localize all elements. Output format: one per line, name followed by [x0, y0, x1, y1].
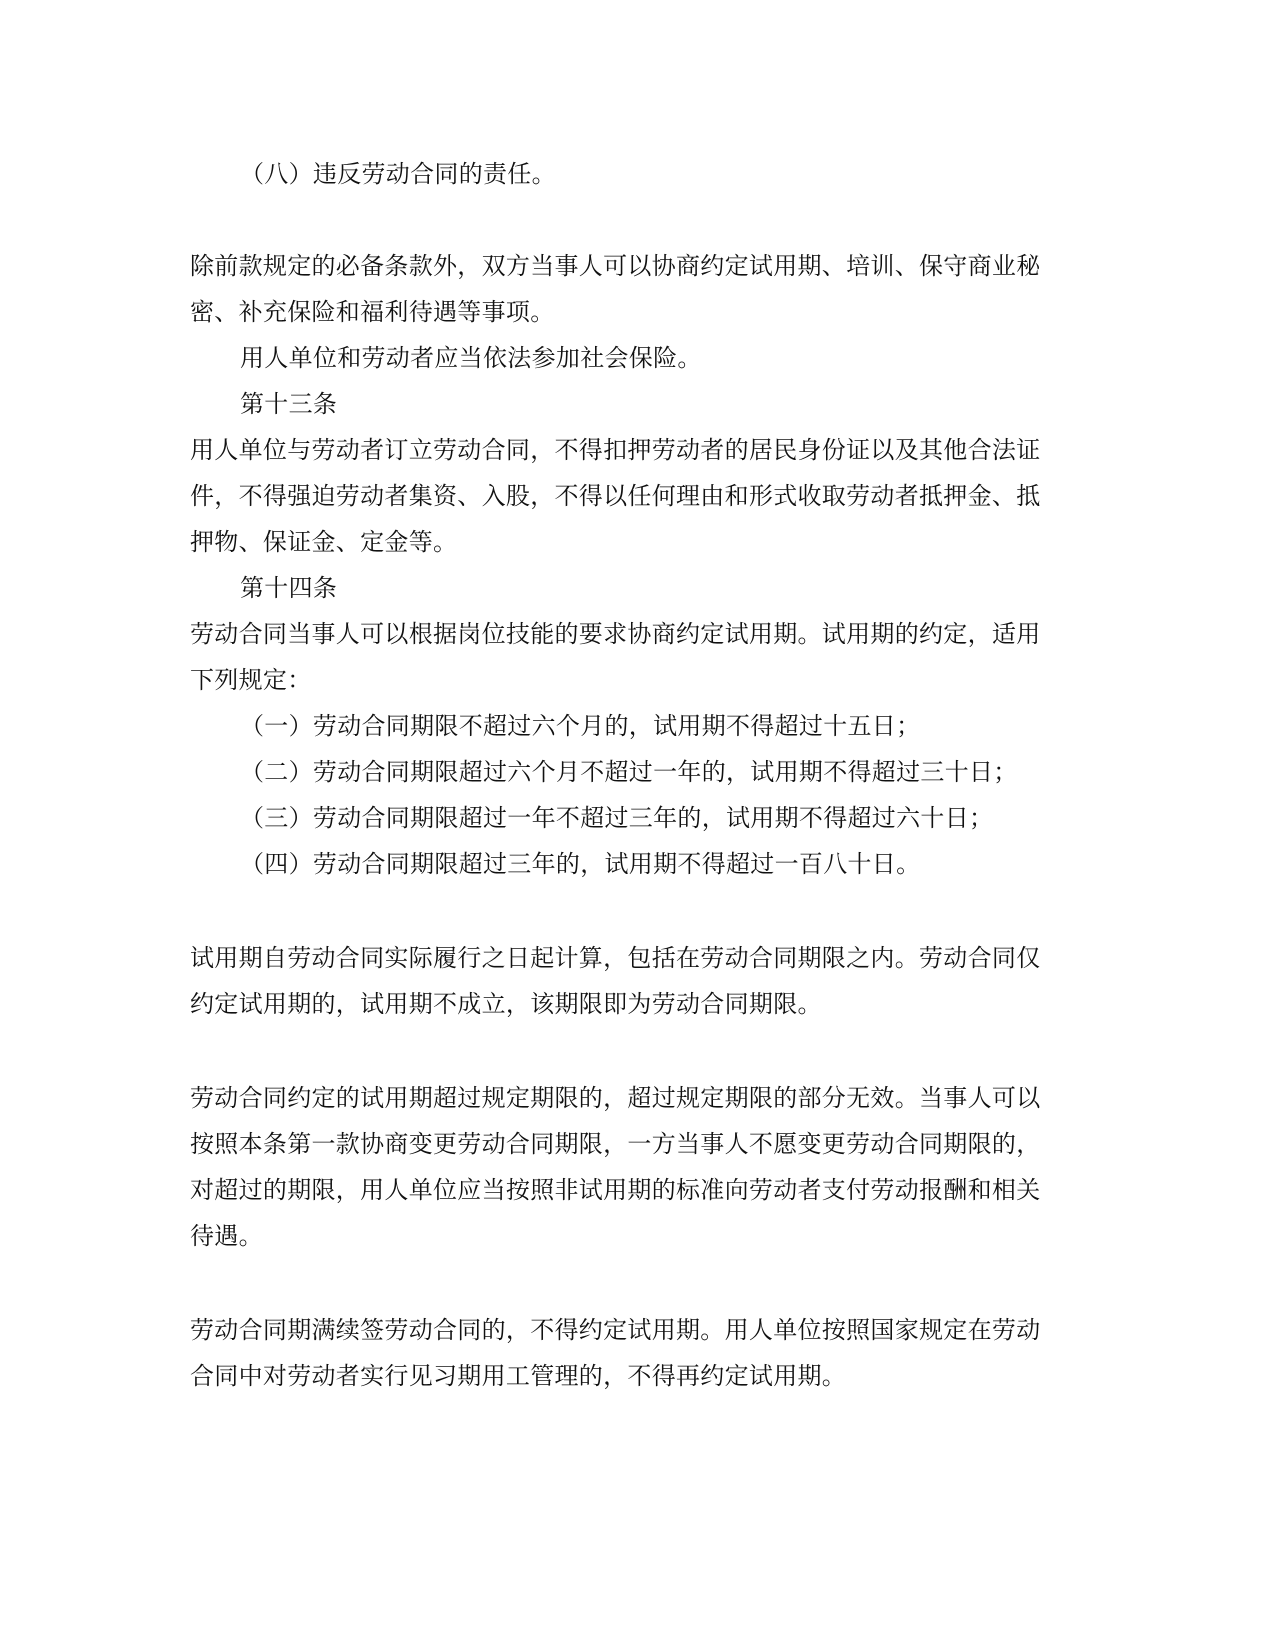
list-item: （二）劳动合同期限超过六个月不超过一年的，试用期不得超过三十日；: [240, 758, 1018, 786]
text-line: 试用期自劳动合同实际履行之日起计算，包括在劳动合同期限之内。劳动合同仅: [190, 944, 1041, 972]
text-line: （八）违反劳动合同的责任。: [240, 160, 556, 188]
article-heading: 第十四条: [240, 574, 338, 602]
text-line: 待遇。: [190, 1222, 263, 1250]
text-line: 劳动合同期满续签劳动合同的，不得约定试用期。用人单位按照国家规定在劳动: [190, 1316, 1041, 1344]
text-line: 合同中对劳动者实行见习期用工管理的，不得再约定试用期。: [190, 1362, 847, 1390]
text-line: 下列规定：: [190, 666, 312, 694]
text-line: 按照本条第一款协商变更劳动合同期限，一方当事人不愿变更劳动合同期限的，: [190, 1130, 1041, 1158]
text-line: 劳动合同当事人可以根据岗位技能的要求协商约定试用期。试用期的约定，适用: [190, 620, 1041, 648]
text-line: 用人单位和劳动者应当依法参加社会保险。: [240, 344, 702, 372]
list-item: （三）劳动合同期限超过一年不超过三年的，试用期不得超过六十日；: [240, 804, 994, 832]
text-line: 密、补充保险和福利待遇等事项。: [190, 298, 555, 326]
text-line: 约定试用期的，试用期不成立，该期限即为劳动合同期限。: [190, 990, 822, 1018]
text-line: 押物、保证金、定金等。: [190, 528, 458, 556]
text-line: 对超过的期限，用人单位应当按照非试用期的标准向劳动者支付劳动报酬和相关: [190, 1176, 1041, 1204]
article-heading: 第十三条: [240, 390, 338, 418]
text-line: 件，不得强迫劳动者集资、入股，不得以任何理由和形式收取劳动者抵押金、抵: [190, 482, 1041, 510]
list-item: （一）劳动合同期限不超过六个月的，试用期不得超过十五日；: [240, 712, 921, 740]
text-line: 用人单位与劳动者订立劳动合同，不得扣押劳动者的居民身份证以及其他合法证: [190, 436, 1041, 464]
list-item: （四）劳动合同期限超过三年的，试用期不得超过一百八十日。: [240, 850, 921, 878]
text-line: 除前款规定的必备条款外，双方当事人可以协商约定试用期、培训、保守商业秘: [190, 252, 1041, 280]
text-line: 劳动合同约定的试用期超过规定期限的，超过规定期限的部分无效。当事人可以: [190, 1084, 1041, 1112]
